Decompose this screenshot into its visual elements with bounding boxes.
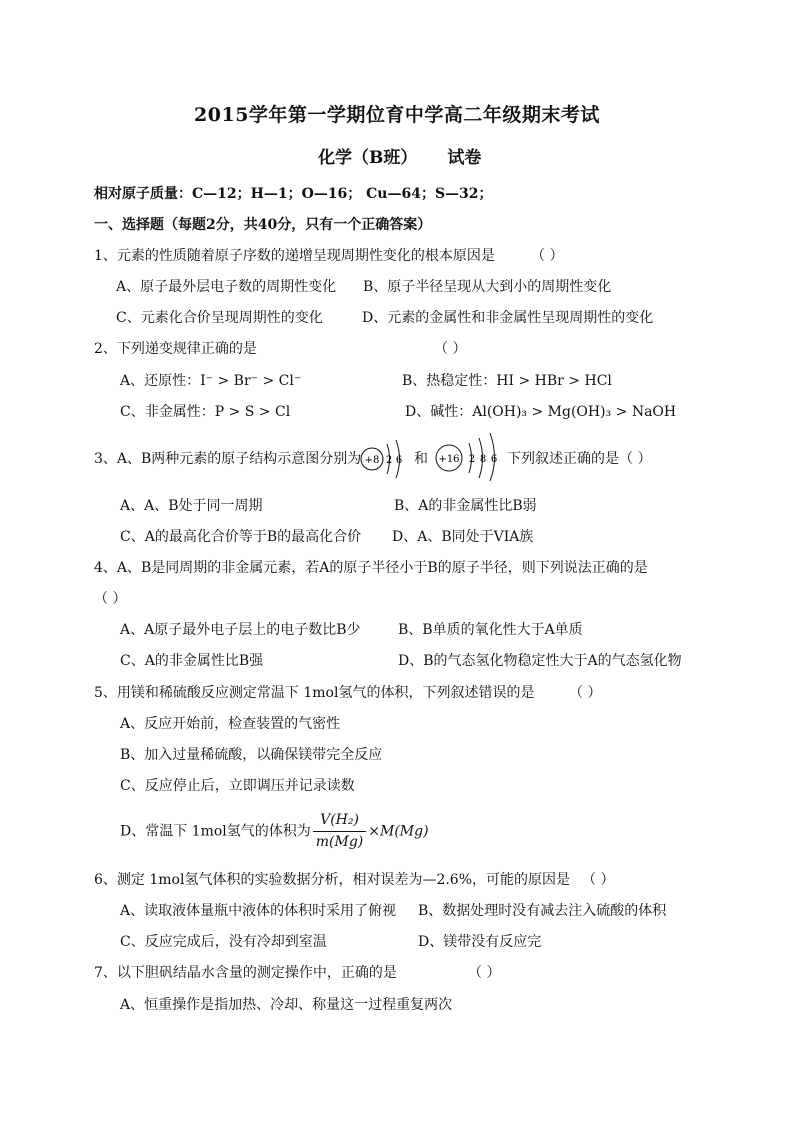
q2-option-d [405, 405, 676, 419]
atom-b-diagram [433, 430, 505, 482]
exam-title: 2015学年第一学期位育中学高二年级期末考试 [194, 104, 600, 126]
q3-stem-pre: 3、A、B两种元素的原子结构示意图分别为 [94, 451, 362, 467]
q3-stem-post: 下列叙述正确的是（ ） [507, 451, 652, 467]
q2-option-c-label: C、非金属性： [120, 404, 215, 420]
q3-option-d: D、A、B同处于VIA族 [392, 529, 534, 545]
atom-b-nucleus-label: +16 [438, 454, 460, 465]
q1-option-c: C、元素化合价呈现周期性的变化 [116, 310, 323, 326]
q4-option-a: A、A原子最外电子层上的电子数比B少 [120, 622, 361, 638]
q5-answer-paren: （ ） [569, 685, 602, 701]
q2-option-c-expr: P > S > Cl [214, 404, 291, 420]
q5-option-a: A、反应开始前，检查装置的气密性 [120, 716, 341, 732]
atom-a-shell-2-count: 6 [395, 455, 403, 466]
q3-option-c: C、A的最高化合价等于B的最高化合价 [120, 529, 362, 545]
q3-option-b: B、A的非金属性比B弱 [394, 498, 537, 514]
q6-option-c: C、反应完成后，没有冷却到室温 [120, 934, 327, 950]
q6-option-a: A、读取液体量瓶中液体的体积时采用了俯视 [120, 903, 397, 919]
q5-option-b: B、加入过量稀硫酸，以确保镁带完全反应 [120, 747, 383, 763]
q7-stem: 7、以下胆矾结晶水含量的测定操作中，正确的是 [94, 965, 397, 981]
subtitle-subject: 化学（B班） [318, 148, 418, 168]
q4-option-b: B、B单质的氧化性大于A单质 [398, 622, 583, 638]
subtitle-kind: 试卷 [447, 148, 482, 168]
q5-option-d [120, 812, 429, 851]
q3-option-a: A、A、B处于同一周期 [120, 498, 263, 514]
q1-option-a: A、原子最外层电子数的周期性变化 [116, 279, 337, 295]
atom-a-nucleus-label: +8 [364, 455, 380, 466]
atom-b-shell-3-count: 6 [490, 454, 498, 465]
q2-option-b-expr: HI > HBr > HCl [496, 373, 612, 389]
q1-stem: 1、元素的性质随着原子序数的递增呈现周期性变化的根本原因是 [94, 248, 495, 264]
q6-stem: 6、测定 1mol氢气体积的实验数据分析，相对误差为—2.6%，可能的原因是 [94, 872, 571, 888]
atom-a-diagram [358, 438, 410, 482]
q2-stem: 2、下列递变规律正确的是 [94, 341, 257, 357]
q5-option-d-post: ×M(Mg) [368, 823, 429, 840]
q6-answer-paren: （ ） [582, 872, 615, 888]
q1-answer-paren: （ ） [531, 248, 564, 264]
atom-b-shell-1-count: 2 [468, 454, 476, 465]
q5-fraction [313, 812, 367, 851]
q5-fraction-denominator: m(Mg) [315, 833, 364, 850]
q2-option-b-label: B、热稳定性： [402, 373, 497, 389]
atom-a-shell-1-count: 2 [385, 455, 393, 466]
q2-option-d-expr: Al(OH)₃ > Mg(OH)₃ > NaOH [472, 404, 677, 420]
q6-option-b: B、数据处理时没有减去注入硫酸的体积 [418, 903, 667, 919]
q4-option-d: D、B的气态氢化物稳定性大于A的气态氢化物 [398, 653, 682, 669]
atom-b-shell-2-count: 8 [479, 454, 487, 465]
q2-option-c [120, 405, 290, 419]
q5-stem: 5、用镁和稀硫酸反应测定常温下 1mol氢气的体积，下列叙述错误的是 [94, 685, 535, 701]
q6-option-d: D、镁带没有反应完 [418, 934, 542, 950]
q2-option-a-expr: I⁻ > Br⁻ > Cl⁻ [200, 373, 302, 389]
q2-option-b [402, 374, 612, 388]
q3-and: 和 [414, 451, 428, 467]
q5-option-d-pre: D、常温下 1mol氢气的体积为 [120, 823, 311, 840]
q2-option-d-label: D、碱性： [405, 404, 473, 420]
q5-fraction-numerator: V(H₂) [313, 812, 367, 832]
q2-answer-paren: （ ） [434, 341, 467, 357]
atomic-mass-line: 相对原子质量：C—12；H—1；O—16； Cu—64；S—32； [94, 186, 493, 202]
q4-option-c: C、A的非金属性比B强 [120, 653, 264, 669]
q1-option-b: B、原子半径呈现从大到小的周期性变化 [363, 279, 612, 295]
q4-answer-paren: （ ） [94, 591, 127, 607]
q4-stem: 4、A、B是同周期的非金属元素，若A的原子半径小于B的原子半径，则下列说法正确的是 [94, 560, 648, 576]
q5-option-c: C、反应停止后，立即调压并记录读数 [120, 778, 355, 794]
q2-option-a [120, 374, 301, 388]
section-heading: 一、选择题（每题2分，共40分，只有一个正确答案） [94, 217, 432, 233]
exam-subtitle [318, 150, 481, 167]
q1-option-d: D、元素的金属性和非金属性呈现周期性的变化 [362, 310, 654, 326]
q2-option-a-label: A、还原性： [120, 373, 201, 389]
q7-answer-paren: （ ） [468, 965, 501, 981]
q7-option-a: A、恒重操作是指加热、冷却、称量这一过程重复两次 [120, 997, 453, 1013]
